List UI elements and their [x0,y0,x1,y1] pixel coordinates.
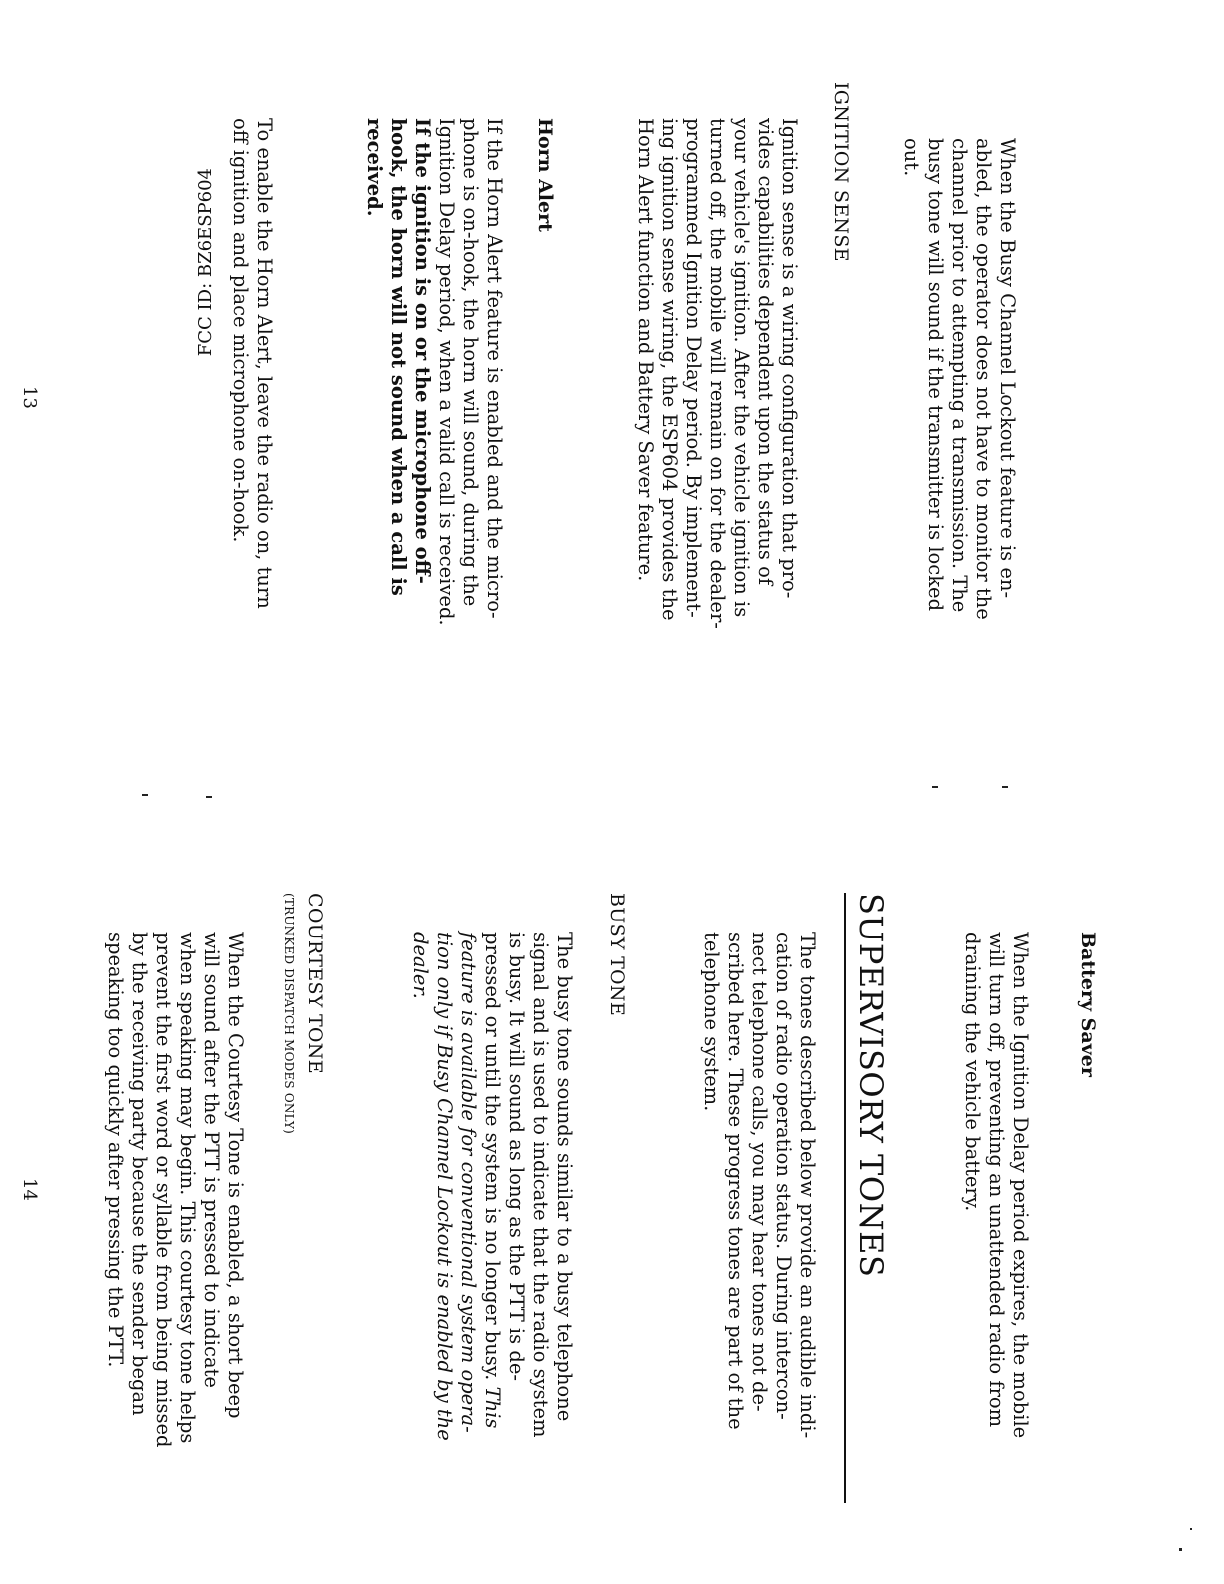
text-line: nect telephone calls, you may hear tones not de- [748,932,771,1412]
text-line: telephone system. [700,932,723,1112]
courtesy-tone-subheading: (TRUNKED DISPATCH MODES ONLY) [282,893,296,1135]
scan-mark [1179,1548,1182,1551]
scan-mark [1002,786,1008,788]
text-line: channel prior to attempting a transmission. The [948,138,971,613]
ignition-sense-heading: IGNITION SENSE [830,82,852,262]
horn-alert-enable-paragraph [228,118,276,609]
page-number-14: 14 [19,1178,40,1201]
text-line: Horn Alert function and Battery Saver feature. [634,118,657,582]
text-line: phone is on-hook, the horn will sound, during the [459,118,482,607]
heading-rule [844,893,846,1503]
text-line [480,932,504,1441]
text-line: your vehicle's ignition. After the vehicle ignition is [730,118,753,618]
text-line: Ignition Delay period, when a valid call is received. [435,118,458,626]
text-line: abled, the operator does not have to monitor the [972,138,995,620]
horn-alert-paragraph [362,118,506,626]
text-line: If the Horn Alert feature is enabled and the micro- [483,118,506,619]
scan-mark [206,796,212,798]
text-line: To enable the Horn Alert, leave the radio on, turn [253,118,276,609]
text-line: out. [900,138,923,177]
text-line: ing ignition sense wiring, the ESP604 provides the [658,118,681,621]
text-line: The busy tone sounds similar to a busy telephone [553,932,576,1422]
text-line: will turn off, preventing an unattended radio from [985,932,1008,1428]
text-line: programmed Ignition Delay period. By implement- [682,118,705,618]
text-line: When the Ignition Delay period expires, the mobile [1009,932,1032,1439]
page-number-13: 13 [19,386,40,409]
text-line: The tones described below provide an audible indi- [796,932,819,1439]
text-line: when speaking may begin. This courtesy tone helps [176,932,199,1444]
scan-mark [142,794,148,796]
bold-text-line: If the ignition is on or the microphone off- [411,118,434,584]
text-span: pressed or until the system is no longer busy. [481,932,504,1387]
text-line: When the Courtesy Tone is enabled, a short beep [224,932,247,1419]
text-line: speaking too quickly after pressing the PTT. [104,932,127,1368]
text-line: signal and is used to indicate that the radio system [529,932,552,1438]
text-line: will sound after the PTT is pressed to indicate [200,932,223,1388]
text-line: Ignition sense is a wiring configuration that pro- [778,118,801,599]
bold-text-line: received. [363,118,386,217]
busy-tone-heading: BUSY TONE [606,893,628,1017]
fcc-id-footer: FCC ID: BZ6ESP604 [195,168,216,357]
supervisory-tones-paragraph [699,932,819,1438]
horn-alert-heading: Horn Alert [534,118,556,232]
text-line: prevent the first word or syllable from being missed [152,932,175,1448]
italic-text-line: feature is available for conventional system opera- [457,932,480,1433]
text-line: off ignition and place microphone on-hook. [229,118,252,543]
ignition-sense-paragraph [633,118,801,629]
bold-text-line: hook, the horn will not sound when a call is [387,118,410,596]
text-line: turned off, the mobile will remain on for the dealer- [706,118,729,629]
text-line: When the Busy Channel Lockout feature is en- [996,138,1019,599]
busy-tone-paragraph [408,932,576,1441]
text-line: scribed here. These progress tones are part of the [724,932,747,1430]
text-line: is busy. It will sound as long as the PTT is de- [505,932,528,1381]
italic-text-span: This [481,1386,504,1429]
supervisory-tones-heading: SUPERVISORY TONES [852,893,890,1278]
busy-lockout-paragraph [899,138,1019,620]
text-line: cation of radio operation status. During intercon- [772,932,795,1420]
scan-mark [1190,1528,1192,1530]
text-line: by the receiving party because the sender began [128,932,151,1416]
battery-saver-paragraph [960,932,1032,1438]
battery-saver-heading: Battery Saver [1077,932,1099,1077]
italic-text-line: dealer. [409,932,432,999]
text-line: busy tone will sound if the transmitter is locked [924,138,947,612]
courtesy-tone-paragraph [103,932,247,1448]
italic-text-line: tion only if Busy Channel Lockout is enabled by the [433,932,456,1441]
text-line: draining the vehicle battery. [961,932,984,1212]
scan-mark [932,786,938,788]
courtesy-tone-heading: COURTESY TONE [304,893,326,1074]
text-line: vides capabilities dependent upon the status of [754,118,777,586]
